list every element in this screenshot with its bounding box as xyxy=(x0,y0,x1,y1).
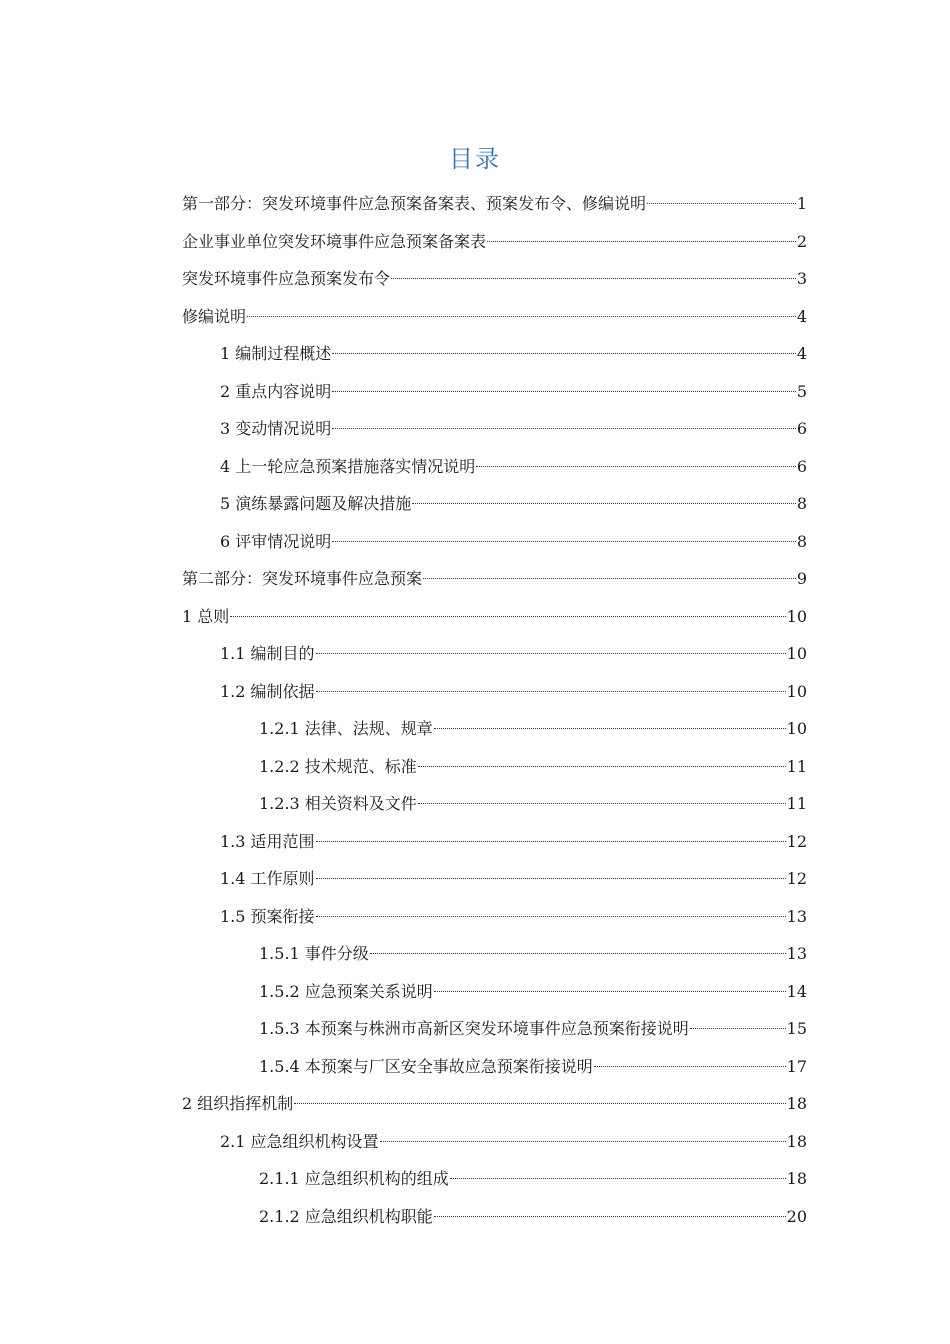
toc-page-number: 9 xyxy=(796,569,807,588)
toc-dot-leader xyxy=(594,1066,786,1067)
toc-page-number: 6 xyxy=(796,456,807,476)
toc-page-number: 6 xyxy=(796,419,807,438)
toc-entry[interactable] xyxy=(182,448,807,486)
toc-entry[interactable] xyxy=(182,373,807,411)
toc-entry[interactable] xyxy=(182,973,807,1011)
toc-dot-leader xyxy=(647,203,796,204)
toc-dot-leader xyxy=(450,1178,786,1179)
toc-entry[interactable] xyxy=(182,1198,807,1236)
toc-page-number: 17 xyxy=(786,1056,807,1076)
toc-dot-leader xyxy=(476,466,796,467)
toc-page-number: 12 xyxy=(786,869,807,888)
toc-dot-leader xyxy=(418,803,786,804)
toc-entry[interactable] xyxy=(182,485,807,523)
toc-page-number: 18 xyxy=(786,1094,807,1113)
toc-entry-label: 2.1.1 应急组织机构的组成 xyxy=(259,1169,449,1188)
toc-page-number: 5 xyxy=(796,381,807,401)
toc-entry-label: 1.4 工作原则 xyxy=(220,869,315,888)
toc-entry[interactable] xyxy=(182,335,807,373)
toc-dot-leader xyxy=(434,1216,786,1217)
toc-dot-leader xyxy=(316,653,786,654)
toc-entry[interactable] xyxy=(182,935,807,973)
toc-entry-label: 1.3 适用范围 xyxy=(220,831,315,851)
toc-entry[interactable] xyxy=(182,260,807,298)
toc-dot-leader xyxy=(316,916,786,917)
table-of-contents xyxy=(182,185,807,1235)
toc-entry[interactable] xyxy=(182,410,807,448)
toc-entry-label: 2.1 应急组织机构设置 xyxy=(220,1131,379,1151)
toc-page-number: 10 xyxy=(786,681,807,701)
toc-dot-leader xyxy=(434,728,786,729)
toc-page-number: 10 xyxy=(786,719,807,738)
toc-page-number: 4 xyxy=(796,344,807,363)
toc-entry-label: 1.5.3 本预案与株洲市高新区突发环境事件应急预案衔接说明 xyxy=(259,1019,689,1038)
toc-page-number: 12 xyxy=(786,831,807,851)
toc-entry-label: 第一部分：突发环境事件应急预案备案表、预案发布令、修编说明 xyxy=(182,194,647,213)
toc-page-number: 15 xyxy=(786,1019,807,1038)
toc-entry-label: 修编说明 xyxy=(182,306,247,326)
toc-entry[interactable] xyxy=(182,298,807,336)
toc-title: 目录 xyxy=(449,145,501,173)
toc-entry[interactable] xyxy=(182,635,807,673)
toc-entry[interactable] xyxy=(182,523,807,561)
toc-entry-label: 3 变动情况说明 xyxy=(220,419,332,438)
toc-entry-label: 1.5.4 本预案与厂区安全事故应急预案衔接说明 xyxy=(259,1056,593,1076)
toc-dot-leader xyxy=(230,616,785,617)
toc-page-number: 8 xyxy=(796,494,807,513)
toc-entry[interactable] xyxy=(182,710,807,748)
toc-page-number: 11 xyxy=(786,756,807,776)
toc-page-number: 13 xyxy=(786,906,807,926)
toc-entry[interactable] xyxy=(182,1048,807,1086)
toc-entry[interactable] xyxy=(182,785,807,823)
toc-entry[interactable] xyxy=(182,223,807,261)
toc-entry[interactable] xyxy=(182,1160,807,1198)
toc-entry[interactable] xyxy=(182,673,807,711)
toc-entry-label: 1.5.1 事件分级 xyxy=(259,944,369,963)
toc-dot-leader xyxy=(690,1028,786,1029)
toc-page-number: 14 xyxy=(786,981,807,1001)
toc-entry-label: 1.5 预案衔接 xyxy=(220,906,315,926)
toc-entry-label: 1 编制过程概述 xyxy=(220,344,332,363)
toc-entry-label: 第二部分：突发环境事件应急预案 xyxy=(182,569,423,588)
toc-page-number: 18 xyxy=(786,1169,807,1188)
toc-dot-leader xyxy=(391,278,796,279)
toc-page-number: 10 xyxy=(786,606,807,626)
toc-entry-label: 4 上一轮应急预案措施落实情况说明 xyxy=(220,456,476,476)
toc-dot-leader xyxy=(294,1103,785,1104)
toc-page-number: 20 xyxy=(786,1206,807,1226)
toc-entry-label: 1.2.3 相关资料及文件 xyxy=(259,794,417,813)
toc-entry-label: 突发环境事件应急预案发布令 xyxy=(182,269,391,288)
toc-page-number: 11 xyxy=(786,794,807,813)
toc-dot-leader xyxy=(434,991,786,992)
toc-dot-leader xyxy=(487,241,796,242)
toc-entry[interactable] xyxy=(182,823,807,861)
toc-page-number: 2 xyxy=(796,231,807,251)
toc-dot-leader xyxy=(380,1141,786,1142)
toc-entry-label: 1.2 编制依据 xyxy=(220,681,315,701)
toc-entry-label: 2 组织指挥机制 xyxy=(182,1094,294,1113)
toc-page-number: 13 xyxy=(786,944,807,963)
toc-entry[interactable] xyxy=(182,898,807,936)
toc-entry[interactable] xyxy=(182,560,807,598)
toc-dot-leader xyxy=(332,428,796,429)
toc-entry[interactable] xyxy=(182,1085,807,1123)
toc-entry-label: 1.2.2 技术规范、标准 xyxy=(259,756,417,776)
toc-dot-leader xyxy=(316,841,786,842)
toc-entry-label: 5 演练暴露问题及解决措施 xyxy=(220,494,412,513)
toc-dot-leader xyxy=(370,953,786,954)
toc-dot-leader xyxy=(247,316,796,317)
toc-entry-label: 1.5.2 应急预案关系说明 xyxy=(259,981,433,1001)
toc-entry[interactable] xyxy=(182,1123,807,1161)
toc-dot-leader xyxy=(332,391,796,392)
toc-page-number: 4 xyxy=(796,306,807,326)
toc-page-number: 1 xyxy=(796,194,807,213)
toc-page-number: 10 xyxy=(786,644,807,663)
toc-page-number: 18 xyxy=(786,1131,807,1151)
toc-entry[interactable] xyxy=(182,1010,807,1048)
toc-entry[interactable] xyxy=(182,748,807,786)
toc-dot-leader xyxy=(418,766,786,767)
toc-dot-leader xyxy=(332,541,796,542)
toc-entry-label: 1.1 编制目的 xyxy=(220,644,315,663)
toc-entry-label: 2.1.2 应急组织机构职能 xyxy=(259,1206,433,1226)
toc-entry-label: 1.2.1 法律、法规、规章 xyxy=(259,719,433,738)
toc-dot-leader xyxy=(316,878,786,879)
toc-entry[interactable] xyxy=(182,185,807,223)
toc-dot-leader xyxy=(412,503,796,504)
toc-page-number: 3 xyxy=(796,269,807,288)
toc-entry[interactable] xyxy=(182,860,807,898)
toc-page-number: 8 xyxy=(796,531,807,551)
toc-entry[interactable] xyxy=(182,598,807,636)
toc-entry-label: 1 总则 xyxy=(182,606,230,626)
toc-dot-leader xyxy=(423,578,796,579)
toc-dot-leader xyxy=(316,691,786,692)
toc-entry-label: 2 重点内容说明 xyxy=(220,381,332,401)
toc-dot-leader xyxy=(332,353,796,354)
toc-entry-label: 6 评审情况说明 xyxy=(220,531,332,551)
toc-entry-label: 企业事业单位突发环境事件应急预案备案表 xyxy=(182,231,487,251)
